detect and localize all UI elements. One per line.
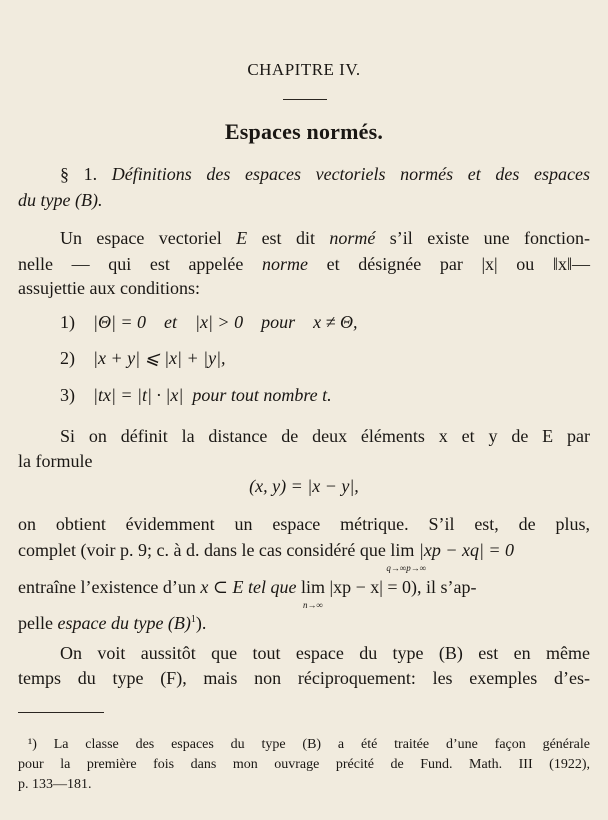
paragraph-3-line-2: complet (voir p. 9; c. à d. dans le cas considéré que lim q→∞p→∞ |xp − xq| = 0 bbox=[18, 540, 515, 573]
paragraph-4-line-2: temps du type (F), mais non réciproquement: les exemples d’es- bbox=[18, 668, 590, 688]
limit-operator: lim n→∞ bbox=[300, 577, 325, 610]
footnote-line-1: ¹) La classe des espaces du type (B) a été traitée d’une façon générale bbox=[28, 737, 590, 752]
distance-formula: (x, y) = |x − y|, bbox=[249, 476, 359, 496]
paragraph-3-line-3: entraîne l’existence d’un x ⊂ E tel que lim n→∞ |xp − x| = 0), il s’ap- bbox=[18, 577, 477, 610]
section-number: § 1. bbox=[60, 164, 98, 184]
page-title: Espaces normés. bbox=[224, 119, 384, 144]
condition-2: 2) |x + y| ⩽ |x| + |y|, bbox=[60, 348, 226, 368]
section-heading-line-2: du type (B). bbox=[18, 190, 103, 210]
paragraph-2-line-1: Si on définit la distance de deux éléments x et y de E par bbox=[60, 426, 590, 446]
paragraph-1-line-2: nelle — qui est appelée norme et désignée par |x| ou ‖x‖— bbox=[18, 254, 591, 274]
footnote-line-3: p. 133—181. bbox=[18, 777, 92, 792]
condition-3: 3) |tx| = |t| · |x| pour tout nombre t. bbox=[60, 385, 332, 405]
paragraph-1-line-1: Un espace vectoriel E est dit normé s’il existe une fonction- bbox=[60, 228, 590, 248]
paragraph-3-line-4: pelle espace du type $(B)^1$). bbox=[18, 613, 207, 633]
paragraph-4-line-1: On voit aussitôt que tout espace du type (B) est en même bbox=[60, 643, 590, 663]
condition-1: 1) |Θ| = 0 et |x| > 0 pour x ≠ Θ, bbox=[60, 312, 358, 332]
chapter-divider bbox=[283, 99, 327, 100]
footnote-divider bbox=[18, 712, 104, 713]
footnote-marker: 1 bbox=[190, 614, 196, 625]
section-heading-text: Définitions des espaces vectoriels normés et des espaces bbox=[111, 164, 591, 184]
limit-operator: lim q→∞p→∞ bbox=[386, 540, 427, 573]
section-heading-line-1 bbox=[60, 162, 590, 186]
footnote-line-2: pour la première fois dans mon ouvrage précité de Fund. Math. III (1922), bbox=[18, 757, 590, 772]
paragraph-2-line-2: la formule bbox=[18, 451, 93, 471]
chapter-heading: CHAPITRE IV. bbox=[247, 60, 361, 79]
paragraph-3-line-1: on obtient évidemment un espace métrique. S’il est, de plus, bbox=[18, 514, 590, 534]
paragraph-1-line-3: assujettie aux conditions: bbox=[18, 278, 200, 298]
